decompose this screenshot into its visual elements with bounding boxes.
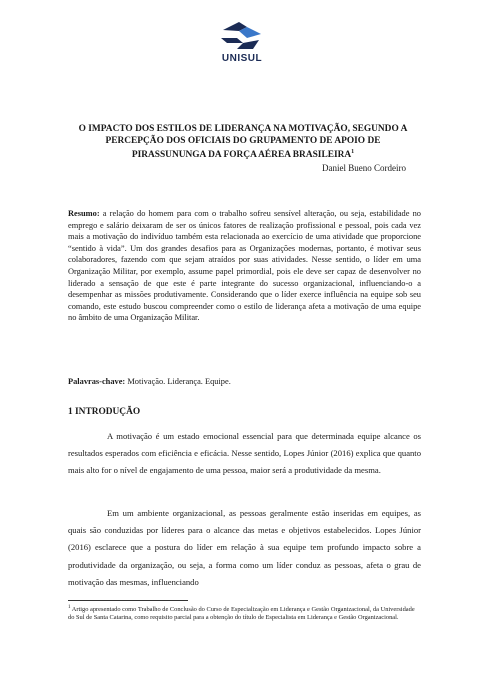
keywords-label: Palavras-chave: <box>68 377 126 386</box>
title-footnote-mark: 1 <box>351 149 355 155</box>
author-name: Daniel Bueno Cordeiro <box>322 163 406 173</box>
paragraph: A motivação é um estado emocional essencial para que determinada equipe alcance os resultados esperados com eficiência e eficácia. Nesse sentido, Lopes Júnior (2016) explica que quanto mais alto for o nível de engajamento de uma pessoa, maior será a produtividade da mesma. <box>68 431 421 476</box>
keywords-text: Motivação. Liderança. Equipe. <box>125 377 231 386</box>
footnote-text: Artigo apresentado como Trabalho de Conclusão do Curso de Especialização em Liderança e Gestão Organizacional, da Universidade do Sul de Santa Catarina, como requisito parcial para a obtenção do título de Especialista em Liderança e Gestão Organizacional. <box>68 606 415 622</box>
paragraph: Em um ambiente organizacional, as pessoas geralmente estão inseridas em equipes, as quais são conduzidas por líderes para o alcance das metas e objetivos estabelecidos. Lopes Júnior (2016) esclarece que a postura do líder em relação à sua equipe tem profundo impacto sobre a produtividade da organização, ou seja, a forma como um líder conduz as pessoas, afeta o grau de motivação das mesmas, influenciando <box>68 508 421 587</box>
section-heading: 1 INTRODUÇÃO <box>68 407 141 417</box>
unisul-logo-icon <box>217 18 267 52</box>
keywords <box>68 376 421 388</box>
footnote-mark: 1 <box>68 605 71 610</box>
abstract <box>68 208 421 324</box>
logo-text: UNISUL <box>221 53 263 64</box>
footnote <box>68 604 421 623</box>
abstract-text: a relação do homem para com o trabalho sofreu sensível alteração, ou seja, estabilidade no emprego e salário deixaram de ser os únicos fatores de realização profissional e pessoal, pois cada vez mais a motivação do indivíduo também esta relacionada ao exercício de uma atividade que proporcione “sentido à vida”. Um dos grandes desafios para as Organizações modernas, portanto, é motivar seus colaboradores, fazendo com que sejam atraídos por suas atividades. Nesse sentido, o líder em uma Organização Militar, por exemplo, assume papel primordial, pois ele deve ser capaz de desenvolver no liderado a sensação de que este é parte integrante do sucesso organizacional, influenciando-o a desempenhar as missões produtivamente. Considerando que o líder exerce influência na equipe sob seu comando, este estudo buscou compreender como o estilo de liderança afeta a motivação de uma equipe no âmbito de uma Organização Militar. <box>68 209 421 323</box>
unisul-logo <box>212 18 272 64</box>
abstract-label: Resumo: <box>68 209 100 218</box>
footnote-divider <box>68 600 188 601</box>
paper-title <box>68 124 418 162</box>
paper-title-text: O IMPACTO DOS ESTILOS DE LIDERANÇA NA MOTIVAÇÃO, SEGUNDO A PERCEPÇÃO DOS OFICIAIS DO GRUPAMENTO DE APOIO DE PIRASSUNUNGA DA FORÇA AÉREA BRASILEIRA <box>78 124 408 161</box>
